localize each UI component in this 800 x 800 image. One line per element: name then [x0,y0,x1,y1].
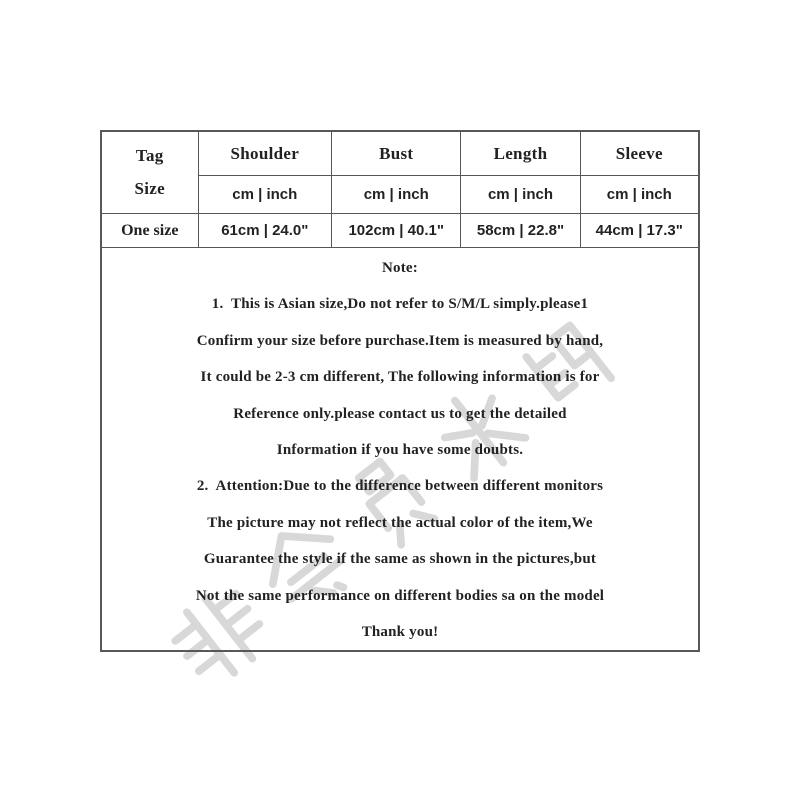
note-line-3: It could be 2-3 cm different, The following information is for [200,369,600,386]
size-chart-sheet [100,130,700,652]
note-line-2: Confirm your size before purchase.Item is measured by hand, [196,332,604,349]
column-header-length: Length [461,132,580,176]
corner-cell-tag-size [102,132,199,214]
column-header-sleeve: Sleeve [581,132,698,176]
column-header-shoulder: Shoulder [199,132,333,176]
corner-label-tag: Tag [135,146,164,165]
note-title: Note: [382,260,418,276]
size-table [102,132,698,248]
note-line-10: Thank you! [361,624,439,641]
corner-label-size: Size [134,179,165,198]
value-cell-bust: 102cm | 40.1" [332,214,461,248]
note-line-8: Guarantee the style if the same as shown in the pictures,but [203,551,597,568]
unit-cell-bust: cm | inch [332,176,461,214]
note-line-7: The picture may not reflect the actual color of the item,We [207,514,593,531]
unit-cell-shoulder: cm | inch [199,176,333,214]
value-cell-sleeve: 44cm | 17.3" [581,214,698,248]
note-line-5: Information if you have some doubts. [276,442,524,459]
column-header-bust: Bust [332,132,461,176]
note-section [102,248,698,649]
note-line-1: 1. This is Asian size,Do not refer to S/M/L simply.please1 [211,296,589,313]
value-cell-length: 58cm | 22.8" [461,214,580,248]
note-line-6: 2. Attention:Due to the difference between different monitors [196,478,604,495]
note-line-9: Not the same performance on different bodies sa on the model [195,587,605,604]
note-line-4: Reference only.please contact us to get the detailed [233,405,567,422]
row-label-one-size: One size [102,214,199,248]
value-cell-shoulder: 61cm | 24.0" [199,214,333,248]
unit-cell-length: cm | inch [461,176,580,214]
unit-cell-sleeve: cm | inch [581,176,698,214]
